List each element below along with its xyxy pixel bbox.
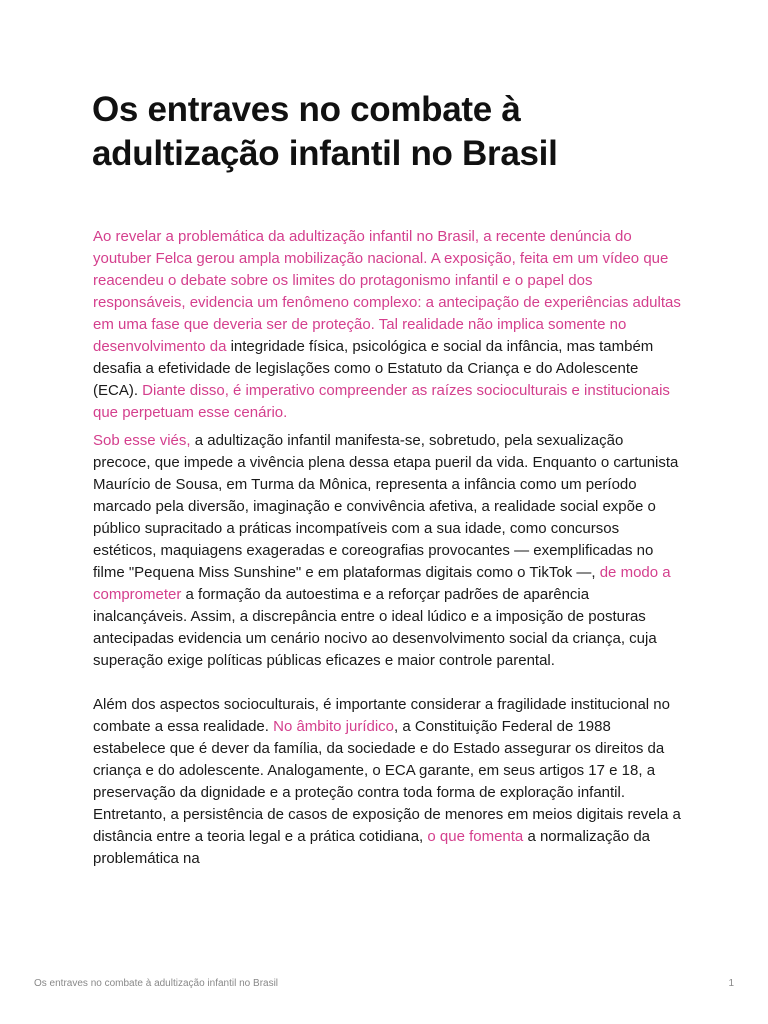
body-text-segment: a formação da autoestima e a reforçar padrões de aparência inalcançáveis. Assim, a discrepância entre o ideal lúdico e a imposição de posturas antecipadas evidencia um cenário nocivo ao desenvolvimento social da criança, cuja superação exige políticas públicas eficazes e maior controle parental.: [93, 586, 657, 669]
paragraph-development-2: [93, 694, 683, 870]
highlighted-text: o que fomenta: [427, 828, 524, 845]
body-text-segment: Além dos aspectos socioculturais, é importante considerar a fragilidade institucional no combate a essa realidade.: [93, 696, 670, 735]
body-text-segment: a normalização da problemática na: [93, 828, 651, 867]
body-text-segment: integridade física, psicológica e social da infância, mas também desafia a efetividade de legislações como o Estatuto da Criança e do Adolescente (ECA).: [93, 338, 654, 399]
highlighted-text: Diante disso, é imperativo compreender as raízes socioculturais e institucionais que perpetuam esse cenário.: [93, 382, 670, 421]
document-title: Os entraves no combate à adultização infantil no Brasil: [92, 90, 558, 173]
highlighted-text: No âmbito jurídico: [273, 718, 395, 735]
body-text-segment: , a Constituição Federal de 1988 estabelece que é dever da família, da sociedade e do Estado assegurar os direitos da criança e do adolescente. Analogamente, o ECA garante, em seus artigos 17 e 18, a preservação da dignidade e a proteção contra toda forma de exploração infantil. Entretanto, a persistência de casos de exposição de menores em meios digitais revela a distância entre a teoria legal e a prática cotidiana,: [93, 718, 681, 845]
document-body: [93, 226, 683, 876]
paragraph-development-1: [93, 430, 683, 672]
paragraph-intro: [93, 226, 683, 424]
body-text-segment: a adultização infantil manifesta-se, sobretudo, pela sexualização precoce, que impede a vivência plena dessa etapa pueril da vida. Enquanto o cartunista Maurício de Sousa, em Turma da Mônica, representa a infância como um período marcado pela diversão, imaginação e convivência afetiva, a realidade social expõe o público supracitado a práticas incompatíveis com a sua idade, como concursos estéticos, maquiagens exageradas e coreografias provocantes — exemplificadas no filme "Pequena Miss Sunshine" e em plataformas digitais como o TikTok —,: [93, 432, 679, 581]
footer-title: Os entraves no combate à adultização infantil no Brasil: [34, 978, 279, 989]
highlighted-text: de modo a comprometer: [93, 564, 671, 603]
page-number: 1: [728, 978, 734, 989]
highlighted-text: Sob esse viés,: [93, 432, 191, 449]
highlighted-text: Ao revelar a problemática da adultização infantil no Brasil, a recente denúncia do youtuber Felca gerou ampla mobilização nacional. A exposição, feita em um vídeo que reacendeu o debate sobre os limites do protagonismo infantil e o papel dos responsáveis, evidencia um fenômeno complexo: a antecipação de experiências adultas em uma fase que deveria ser de proteção. Tal realidade não implica somente no desenvolvimento da: [93, 228, 681, 355]
